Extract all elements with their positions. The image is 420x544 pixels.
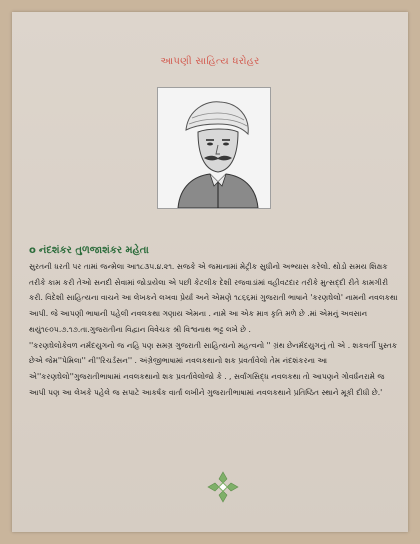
- heading-bullet: o: [29, 245, 36, 256]
- page-title: આપણી સાહિત્ય ધરોહર: [160, 56, 260, 67]
- article-body: [29, 259, 401, 400]
- paragraph-biography: સુરતની ધરતી પર તામાં જન્મેલા આ૧૮૩૫.૪.૨૧. સજકે એ જમાનામાં મેટ્રીક સુધીનો અભ્યાસ કરેલો. થોડો સમય શિક્ષક તરીકે કામ કરી તેઓ સનદી સેવામાં જોડાયેલા એ પછી કેટલીક દેશી રજવાડાંમાં વહીવટદાર તરીકે મુત્સદ્દી રીતે કામગીરી કરી. વિદેશી સાહિત્યના વાચને આ લેખકને લખવા પ્રેર્યા અને એમણે ૧૮૬૬માં ગુજરાતી ભાષાને 'કરણઘેલો' નામની નવલકથા આપી. જે આપણી ભાષાની પહેલી નવલકથા ગણાય એમના . નામે આ એક માત્ર કૃતિ મળે છે .માં એમનું અવસાન થયું૧૯૦૫.૭.૧૭.તા.ગુજરાતીના વિદ્વાન વિવેચક શ્રી વિશ્વનાથ ભટ્ટ લખે છે .: [29, 262, 398, 334]
- flower-ornament-icon: [206, 470, 240, 504]
- portrait-sketch: [158, 88, 270, 208]
- paragraph-quote: ''કરણઘેલોકેવળ નર્મદયુગનો જ નહિ પણ સમગ્ર ગુજરાતી સાહિત્યનો મહત્વનો '' ગ્રંથ છેનર્મદયુગનું તો એ . શકવર્તી પુસ્તક છેએ જેમ''પેમિલા'' ની''રિચર્ડસન'' . અંગ્રેજીભાષામાં નવલકથાનો શક પ્રવર્તાવેલો તેમ નંદશંકરના આ એ''કરણઘેલો''ગુજરાતીભાષામાં નવલકથાનો શક પ્રવર્તાવેલોજો કે . , સર્વાંગસિદ્ધ નવલકથા તો આપણને ગોવર્ધનરામે જ આપી પણ આ લેખકે પહેલે જ સપાટે આકર્ષક વાર્તા લખીને ગુજરાતીભાષામાં નવલકથાને પ્રતિષ્ઠિત સ્થાને મૂકી દીધી છે.': [29, 340, 398, 397]
- page: [12, 12, 408, 532]
- author-name: નંદશંકર તુળજાશંકર મહેતા: [38, 245, 149, 256]
- author-portrait: [157, 87, 271, 209]
- article-heading: [29, 245, 149, 256]
